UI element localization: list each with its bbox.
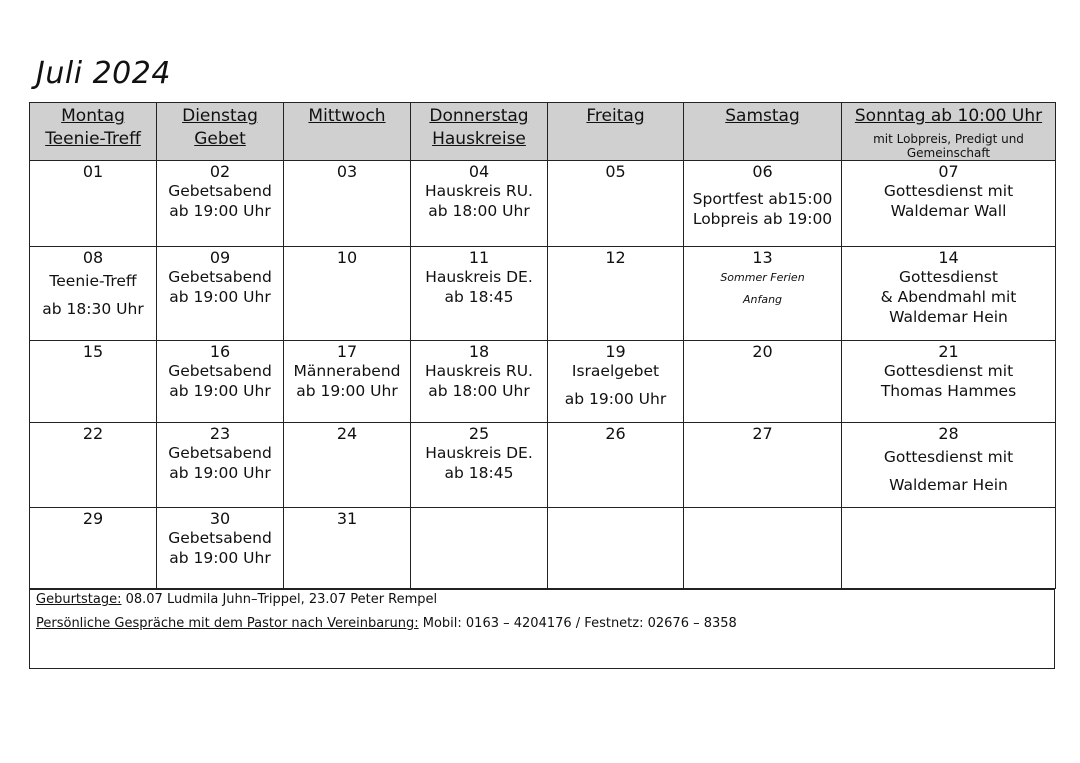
day-cell: 27 [684,423,842,508]
day-cell: 28 Gottesdienst mit Waldemar Hein [842,423,1056,508]
day-cell: 20 [684,341,842,423]
day-cell: 18 Hauskreis RU. ab 18:00 Uhr [411,341,548,423]
day-cell: 08 Teenie-Treff ab 18:30 Uhr [30,247,157,341]
day-cell: 02 Gebetsabend ab 19:00 Uhr [157,161,284,247]
header-thursday: Donnerstag Hauskreise [411,103,548,161]
pastor-label: Persönliche Gespräche mit dem Pastor nach Vereinbarung: [36,616,419,631]
day-cell: 30 Gebetsabend ab 19:00 Uhr [157,508,284,589]
week-row [30,247,1056,341]
day-cell: 10 [284,247,411,341]
day-cell: 23 Gebetsabend ab 19:00 Uhr [157,423,284,508]
day-cell: 03 [284,161,411,247]
day-cell: 01 [30,161,157,247]
day-cell: 09 Gebetsabend ab 19:00 Uhr [157,247,284,341]
day-cell: 26 [548,423,684,508]
day-cell: 13 Sommer Ferien Anfang [684,247,842,341]
day-cell: 21 Gottesdienst mit Thomas Hammes [842,341,1056,423]
birthdays-label: Geburtstage: [36,592,122,607]
calendar-table [29,102,1056,589]
day-cell [842,508,1056,589]
day-cell: 24 [284,423,411,508]
day-cell: 04 Hauskreis RU. ab 18:00 Uhr [411,161,548,247]
day-cell: 05 [548,161,684,247]
header-saturday: Samstag [684,103,842,161]
day-cell: 22 [30,423,157,508]
header-wednesday: Mittwoch [284,103,411,161]
header-row [30,103,1056,161]
day-cell: 17 Männerabend ab 19:00 Uhr [284,341,411,423]
footer-notes [29,589,1055,669]
day-cell: 14 Gottesdienst & Abendmahl mit Waldemar Hein [842,247,1056,341]
header-monday: Montag Teenie-Treff [30,103,157,161]
week-row [30,508,1056,589]
pastor-line [36,616,737,631]
pastor-text: Mobil: 0163 – 4204176 / Festnetz: 02676 – 8358 [418,616,737,631]
day-cell [548,508,684,589]
week-row [30,341,1056,423]
week-row [30,423,1056,508]
week-row [30,161,1056,247]
day-cell: 29 [30,508,157,589]
day-cell [411,508,548,589]
header-tuesday: Dienstag Gebet [157,103,284,161]
birthdays-text: 08.07 Ludmila Juhn–Trippel, 23.07 Peter Rempel [121,592,438,607]
header-friday: Freitag [548,103,684,161]
birthdays-line [36,592,437,607]
day-cell: 15 [30,341,157,423]
day-cell: 06 Sportfest ab15:00 Lobpreis ab 19:00 [684,161,842,247]
page-title: Juli 2024 [36,56,171,91]
day-cell: 12 [548,247,684,341]
day-cell: 31 [284,508,411,589]
day-cell: 07 Gottesdienst mit Waldemar Wall [842,161,1056,247]
day-cell [684,508,842,589]
day-cell: 16 Gebetsabend ab 19:00 Uhr [157,341,284,423]
header-sunday: Sonntag ab 10:00 Uhr mit Lobpreis, Predigt und Gemeinschaft [842,103,1056,161]
day-cell: 25 Hauskreis DE. ab 18:45 [411,423,548,508]
day-cell: 19 Israelgebet ab 19:00 Uhr [548,341,684,423]
day-cell: 11 Hauskreis DE. ab 18:45 [411,247,548,341]
